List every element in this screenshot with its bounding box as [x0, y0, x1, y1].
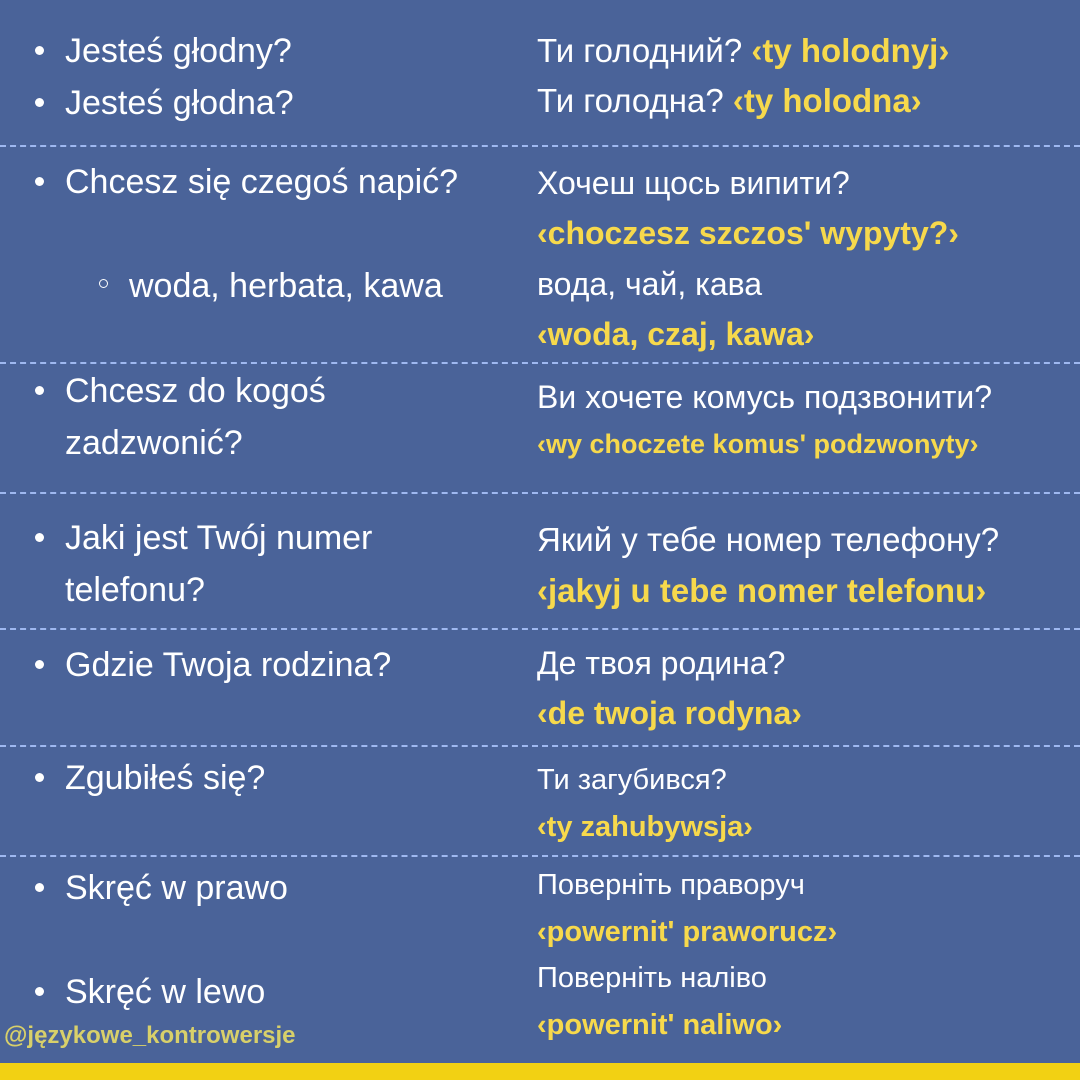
- pl-phrase: Chcesz do kogoś: [65, 365, 326, 417]
- transliteration: ‹powernit' praworucz›: [537, 916, 838, 948]
- pl-phrase-continued: zadzwonić?: [65, 424, 243, 462]
- bullet-icon: [35, 177, 44, 186]
- dashed-divider: [0, 855, 1080, 857]
- bullet-icon: [35, 46, 44, 55]
- ua-phrase: Ти загубився?: [537, 764, 727, 796]
- ua-phrase: Поверніть наліво: [537, 962, 767, 994]
- pl-phrase: Skręć w lewo: [65, 966, 265, 1018]
- bullet-icon: [35, 987, 44, 996]
- transliteration: ‹ty zahubywsja›: [537, 811, 753, 843]
- dashed-divider: [0, 628, 1080, 630]
- dashed-divider: [0, 492, 1080, 494]
- ua-phrase: Ви хочете комусь подзвонити?: [537, 379, 993, 415]
- pl-phrase: Skręć w prawo: [65, 862, 288, 914]
- pl-phrase: Zgubiłeś się?: [65, 752, 265, 804]
- transliteration: ‹woda, czaj, kawa›: [537, 316, 815, 352]
- bullet-icon: [35, 533, 44, 542]
- ua-phrase: Ти голодна? ‹ty holodna›: [537, 82, 922, 119]
- bullet-icon: [35, 386, 44, 395]
- dashed-divider: [0, 362, 1080, 364]
- author-handle: @językowe_kontrowersje: [4, 1022, 296, 1049]
- bullet-icon: [35, 773, 44, 782]
- bottom-accent-bar: [0, 1063, 1080, 1080]
- pl-phrase-continued: telefonu?: [65, 571, 205, 609]
- dashed-divider: [0, 145, 1080, 147]
- pl-phrase: Chcesz się czegoś napić?: [65, 156, 458, 208]
- bullet-icon: [35, 883, 44, 892]
- transliteration: ‹jakyj u tebe nomer telefonu›: [537, 572, 987, 609]
- transliteration: ‹powernit' naliwo›: [537, 1009, 783, 1041]
- bullet-icon: [35, 98, 44, 107]
- ua-phrase: Поверніть праворуч: [537, 869, 805, 901]
- transliteration: ‹choczesz szczos' wypyty?›: [537, 215, 959, 251]
- transliteration: ‹ty holodna›: [732, 82, 922, 119]
- pl-phrase: Jaki jest Twój numer: [65, 512, 372, 564]
- ua-phrase: Який у тебе номер телефону?: [537, 521, 1000, 558]
- ua-phrase: Де твоя родина?: [537, 645, 786, 681]
- transliteration: ‹wy choczete komus' podzwonyty›: [537, 429, 979, 459]
- pl-phrase: Jesteś głodna?: [65, 77, 294, 129]
- dashed-divider: [0, 745, 1080, 747]
- pl-phrase: Gdzie Twoja rodzina?: [65, 639, 391, 691]
- transliteration: ‹de twoja rodyna›: [537, 695, 802, 731]
- transliteration: ‹ty holodnyj›: [751, 32, 950, 69]
- hollow-bullet-icon: [99, 279, 108, 288]
- ua-phrase: Хочеш щось випити?: [537, 165, 850, 201]
- bullet-icon: [35, 660, 44, 669]
- ua-phrase: Ти голодний? ‹ty holodnyj›: [537, 32, 950, 69]
- ua-phrase: вода, чай, кава: [537, 266, 763, 302]
- pl-subitem: woda, herbata, kawa: [129, 260, 443, 312]
- pl-phrase: Jesteś głodny?: [65, 25, 292, 77]
